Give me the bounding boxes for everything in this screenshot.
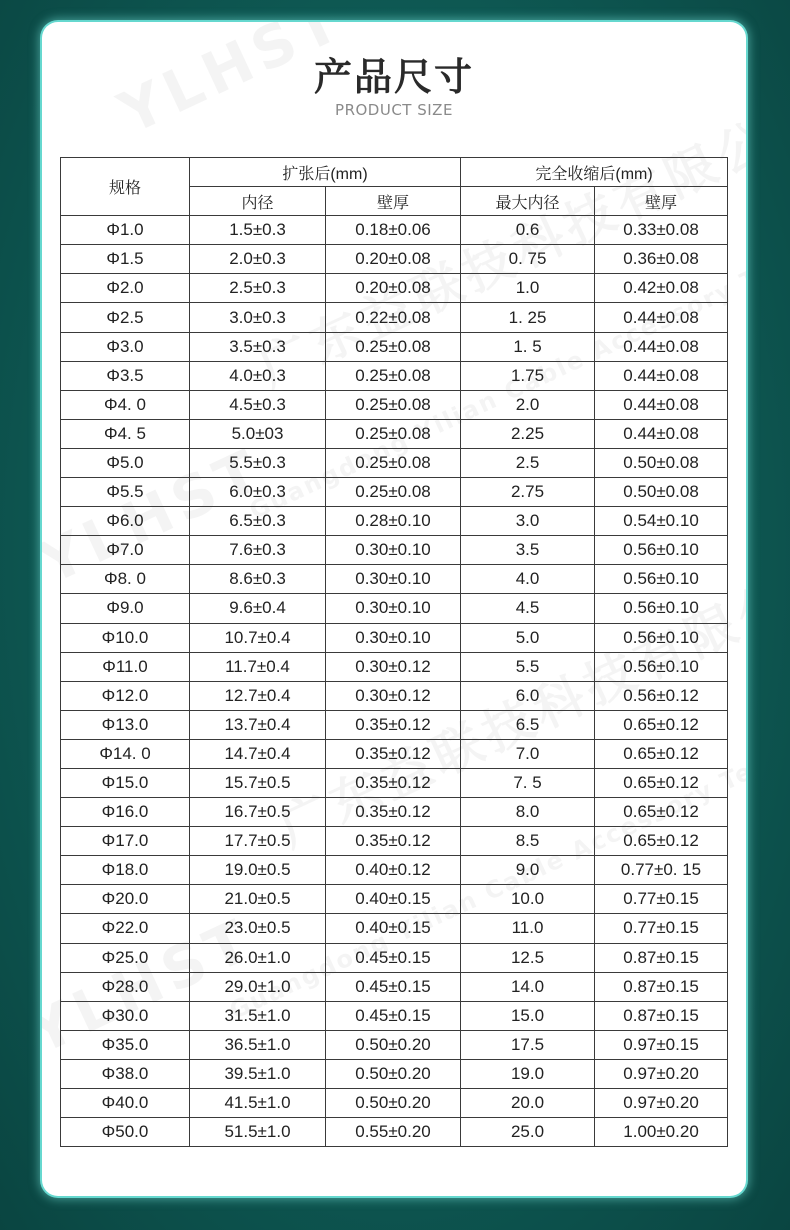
cell-max-inner-diameter: 8.0 xyxy=(461,798,595,827)
cell-wall-thickness: 0.22±0.08 xyxy=(326,303,461,332)
cell-max-inner-diameter: 2.25 xyxy=(461,419,595,448)
cell-wall-thickness: 0.25±0.08 xyxy=(326,390,461,419)
cell-max-inner-diameter: 1.0 xyxy=(461,274,595,303)
cell-max-inner-diameter: 5.0 xyxy=(461,623,595,652)
cell-wall-thickness: 0.45±0.15 xyxy=(326,972,461,1001)
cell-inner-diameter: 29.0±1.0 xyxy=(190,972,326,1001)
cell-spec: Φ1.5 xyxy=(61,245,190,274)
table-row xyxy=(61,943,728,972)
cell-max-inner-diameter: 8.5 xyxy=(461,827,595,856)
cell-wall-thickness-shrunk: 0.77±0.15 xyxy=(595,914,728,943)
cell-spec: Φ50.0 xyxy=(61,1118,190,1147)
cell-wall-thickness: 0.25±0.08 xyxy=(326,478,461,507)
cell-spec: Φ25.0 xyxy=(61,943,190,972)
table-row xyxy=(61,448,728,477)
table-row xyxy=(61,332,728,361)
cell-inner-diameter: 6.5±0.3 xyxy=(190,507,326,536)
cell-spec: Φ18.0 xyxy=(61,856,190,885)
spec-card xyxy=(42,22,746,1196)
cell-inner-diameter: 5.0±03 xyxy=(190,419,326,448)
cell-max-inner-diameter: 3.0 xyxy=(461,507,595,536)
cell-inner-diameter: 10.7±0.4 xyxy=(190,623,326,652)
cell-spec: Φ4. 5 xyxy=(61,419,190,448)
cell-max-inner-diameter: 2.0 xyxy=(461,390,595,419)
cell-spec: Φ12.0 xyxy=(61,681,190,710)
cell-spec: Φ14. 0 xyxy=(61,739,190,768)
cell-wall-thickness: 0.40±0.15 xyxy=(326,914,461,943)
cell-inner-diameter: 11.7±0.4 xyxy=(190,652,326,681)
cell-spec: Φ20.0 xyxy=(61,885,190,914)
table-row xyxy=(61,245,728,274)
cell-inner-diameter: 9.6±0.4 xyxy=(190,594,326,623)
cell-wall-thickness-shrunk: 0.77±0. 15 xyxy=(595,856,728,885)
cell-wall-thickness-shrunk: 1.00±0.20 xyxy=(595,1118,728,1147)
cell-spec: Φ2.0 xyxy=(61,274,190,303)
cell-wall-thickness-shrunk: 0.65±0.12 xyxy=(595,739,728,768)
cell-max-inner-diameter: 4.5 xyxy=(461,594,595,623)
cell-spec: Φ35.0 xyxy=(61,1030,190,1059)
cell-inner-diameter: 15.7±0.5 xyxy=(190,768,326,797)
cell-inner-diameter: 14.7±0.4 xyxy=(190,739,326,768)
table-row xyxy=(61,478,728,507)
header-wall-thickness: 壁厚 xyxy=(326,187,461,216)
cell-inner-diameter: 51.5±1.0 xyxy=(190,1118,326,1147)
cell-wall-thickness-shrunk: 0.65±0.12 xyxy=(595,768,728,797)
cell-wall-thickness: 0.25±0.08 xyxy=(326,332,461,361)
cell-wall-thickness-shrunk: 0.65±0.12 xyxy=(595,710,728,739)
cell-wall-thickness: 0.50±0.20 xyxy=(326,1059,461,1088)
cell-wall-thickness-shrunk: 0.87±0.15 xyxy=(595,1001,728,1030)
table-row xyxy=(61,1118,728,1147)
cell-spec: Φ30.0 xyxy=(61,1001,190,1030)
table-row xyxy=(61,739,728,768)
table-row xyxy=(61,274,728,303)
table-row xyxy=(61,856,728,885)
cell-max-inner-diameter: 0.6 xyxy=(461,216,595,245)
table-row xyxy=(61,1030,728,1059)
cell-max-inner-diameter: 2.5 xyxy=(461,448,595,477)
cell-inner-diameter: 36.5±1.0 xyxy=(190,1030,326,1059)
cell-max-inner-diameter: 0. 75 xyxy=(461,245,595,274)
table-row xyxy=(61,565,728,594)
cell-wall-thickness: 0.30±0.12 xyxy=(326,652,461,681)
header-wall-thickness-shrunk: 壁厚 xyxy=(595,187,728,216)
cell-wall-thickness-shrunk: 0.50±0.08 xyxy=(595,448,728,477)
table-row xyxy=(61,681,728,710)
cell-wall-thickness: 0.25±0.08 xyxy=(326,419,461,448)
cell-wall-thickness: 0.28±0.10 xyxy=(326,507,461,536)
cell-inner-diameter: 6.0±0.3 xyxy=(190,478,326,507)
table-row xyxy=(61,216,728,245)
cell-spec: Φ9.0 xyxy=(61,594,190,623)
cell-spec: Φ5.5 xyxy=(61,478,190,507)
cell-max-inner-diameter: 4.0 xyxy=(461,565,595,594)
cell-wall-thickness: 0.30±0.12 xyxy=(326,681,461,710)
cell-wall-thickness: 0.55±0.20 xyxy=(326,1118,461,1147)
table-row xyxy=(61,594,728,623)
cell-inner-diameter: 7.6±0.3 xyxy=(190,536,326,565)
cell-wall-thickness-shrunk: 0.44±0.08 xyxy=(595,390,728,419)
cell-wall-thickness: 0.35±0.12 xyxy=(326,768,461,797)
cell-max-inner-diameter: 1.75 xyxy=(461,361,595,390)
cell-max-inner-diameter: 12.5 xyxy=(461,943,595,972)
cell-wall-thickness: 0.35±0.12 xyxy=(326,710,461,739)
page-title: 产品尺寸 xyxy=(313,55,474,99)
cell-spec: Φ7.0 xyxy=(61,536,190,565)
cell-spec: Φ40.0 xyxy=(61,1089,190,1118)
cell-spec: Φ3.0 xyxy=(61,332,190,361)
table-row xyxy=(61,798,728,827)
cell-spec: Φ13.0 xyxy=(61,710,190,739)
cell-wall-thickness: 0.30±0.10 xyxy=(326,594,461,623)
cell-wall-thickness: 0.30±0.10 xyxy=(326,536,461,565)
cell-wall-thickness-shrunk: 0.44±0.08 xyxy=(595,332,728,361)
cell-spec: Φ2.5 xyxy=(61,303,190,332)
cell-inner-diameter: 5.5±0.3 xyxy=(190,448,326,477)
cell-spec: Φ3.5 xyxy=(61,361,190,390)
cell-max-inner-diameter: 20.0 xyxy=(461,1089,595,1118)
header-expanded: 扩张后(mm) xyxy=(190,158,461,187)
cell-inner-diameter: 21.0±0.5 xyxy=(190,885,326,914)
cell-wall-thickness: 0.40±0.12 xyxy=(326,856,461,885)
cell-spec: Φ38.0 xyxy=(61,1059,190,1088)
cell-wall-thickness-shrunk: 0.42±0.08 xyxy=(595,274,728,303)
cell-wall-thickness-shrunk: 0.56±0.10 xyxy=(595,536,728,565)
table-row xyxy=(61,303,728,332)
cell-max-inner-diameter: 2.75 xyxy=(461,478,595,507)
table-row xyxy=(61,623,728,652)
cell-wall-thickness: 0.18±0.06 xyxy=(326,216,461,245)
table-row xyxy=(61,827,728,856)
cell-wall-thickness-shrunk: 0.97±0.20 xyxy=(595,1089,728,1118)
cell-wall-thickness: 0.20±0.08 xyxy=(326,245,461,274)
table-row xyxy=(61,536,728,565)
table-row xyxy=(61,972,728,1001)
cell-wall-thickness: 0.45±0.15 xyxy=(326,1001,461,1030)
cell-wall-thickness: 0.35±0.12 xyxy=(326,827,461,856)
cell-wall-thickness: 0.30±0.10 xyxy=(326,623,461,652)
cell-wall-thickness-shrunk: 0.97±0.15 xyxy=(595,1030,728,1059)
spec-table-body xyxy=(61,216,728,1147)
cell-wall-thickness: 0.25±0.08 xyxy=(326,448,461,477)
cell-wall-thickness-shrunk: 0.77±0.15 xyxy=(595,885,728,914)
cell-wall-thickness-shrunk: 0.87±0.15 xyxy=(595,943,728,972)
cell-inner-diameter: 39.5±1.0 xyxy=(190,1059,326,1088)
cell-spec: Φ4. 0 xyxy=(61,390,190,419)
cell-inner-diameter: 26.0±1.0 xyxy=(190,943,326,972)
cell-wall-thickness-shrunk: 0.44±0.08 xyxy=(595,361,728,390)
cell-max-inner-diameter: 1. 5 xyxy=(461,332,595,361)
cell-max-inner-diameter: 7. 5 xyxy=(461,768,595,797)
cell-wall-thickness-shrunk: 0.65±0.12 xyxy=(595,798,728,827)
table-row xyxy=(61,419,728,448)
table-row xyxy=(61,390,728,419)
cell-inner-diameter: 4.0±0.3 xyxy=(190,361,326,390)
table-row xyxy=(61,1059,728,1088)
cell-spec: Φ11.0 xyxy=(61,652,190,681)
cell-max-inner-diameter: 11.0 xyxy=(461,914,595,943)
table-row xyxy=(61,507,728,536)
header-inner-diameter: 内径 xyxy=(190,187,326,216)
cell-max-inner-diameter: 3.5 xyxy=(461,536,595,565)
cell-inner-diameter: 1.5±0.3 xyxy=(190,216,326,245)
cell-wall-thickness-shrunk: 0.36±0.08 xyxy=(595,245,728,274)
header-max-inner-diameter: 最大内径 xyxy=(461,187,595,216)
spec-table xyxy=(60,157,728,1147)
cell-max-inner-diameter: 17.5 xyxy=(461,1030,595,1059)
table-row xyxy=(61,1089,728,1118)
cell-inner-diameter: 3.5±0.3 xyxy=(190,332,326,361)
cell-spec: Φ1.0 xyxy=(61,216,190,245)
cell-max-inner-diameter: 6.0 xyxy=(461,681,595,710)
cell-inner-diameter: 17.7±0.5 xyxy=(190,827,326,856)
cell-wall-thickness-shrunk: 0.44±0.08 xyxy=(595,303,728,332)
cell-inner-diameter: 13.7±0.4 xyxy=(190,710,326,739)
cell-inner-diameter: 31.5±1.0 xyxy=(190,1001,326,1030)
cell-max-inner-diameter: 15.0 xyxy=(461,1001,595,1030)
cell-max-inner-diameter: 5.5 xyxy=(461,652,595,681)
cell-inner-diameter: 41.5±1.0 xyxy=(190,1089,326,1118)
header-spec: 规格 xyxy=(61,158,190,216)
cell-wall-thickness-shrunk: 0.56±0.10 xyxy=(595,623,728,652)
cell-max-inner-diameter: 9.0 xyxy=(461,856,595,885)
cell-inner-diameter: 16.7±0.5 xyxy=(190,798,326,827)
cell-inner-diameter: 8.6±0.3 xyxy=(190,565,326,594)
cell-max-inner-diameter: 14.0 xyxy=(461,972,595,1001)
cell-spec: Φ8. 0 xyxy=(61,565,190,594)
cell-wall-thickness: 0.40±0.15 xyxy=(326,885,461,914)
cell-wall-thickness: 0.50±0.20 xyxy=(326,1089,461,1118)
cell-inner-diameter: 2.0±0.3 xyxy=(190,245,326,274)
cell-spec: Φ17.0 xyxy=(61,827,190,856)
page-subtitle: PRODUCT SIZE xyxy=(335,101,453,119)
cell-spec: Φ16.0 xyxy=(61,798,190,827)
cell-wall-thickness: 0.35±0.12 xyxy=(326,739,461,768)
cell-wall-thickness-shrunk: 0.50±0.08 xyxy=(595,478,728,507)
table-row xyxy=(61,652,728,681)
cell-spec: Φ15.0 xyxy=(61,768,190,797)
cell-wall-thickness-shrunk: 0.87±0.15 xyxy=(595,972,728,1001)
table-row xyxy=(61,914,728,943)
cell-wall-thickness-shrunk: 0.33±0.08 xyxy=(595,216,728,245)
cell-wall-thickness: 0.45±0.15 xyxy=(326,943,461,972)
cell-wall-thickness: 0.25±0.08 xyxy=(326,361,461,390)
cell-spec: Φ28.0 xyxy=(61,972,190,1001)
cell-max-inner-diameter: 19.0 xyxy=(461,1059,595,1088)
cell-wall-thickness: 0.20±0.08 xyxy=(326,274,461,303)
cell-max-inner-diameter: 7.0 xyxy=(461,739,595,768)
cell-spec: Φ6.0 xyxy=(61,507,190,536)
cell-spec: Φ22.0 xyxy=(61,914,190,943)
cell-spec: Φ5.0 xyxy=(61,448,190,477)
cell-wall-thickness: 0.30±0.10 xyxy=(326,565,461,594)
table-row xyxy=(61,361,728,390)
cell-inner-diameter: 23.0±0.5 xyxy=(190,914,326,943)
header-shrunk: 完全收缩后(mm) xyxy=(461,158,728,187)
cell-wall-thickness-shrunk: 0.97±0.20 xyxy=(595,1059,728,1088)
cell-wall-thickness-shrunk: 0.56±0.10 xyxy=(595,652,728,681)
cell-inner-diameter: 2.5±0.3 xyxy=(190,274,326,303)
cell-wall-thickness-shrunk: 0.56±0.10 xyxy=(595,565,728,594)
cell-wall-thickness-shrunk: 0.44±0.08 xyxy=(595,419,728,448)
table-row xyxy=(61,1001,728,1030)
cell-max-inner-diameter: 25.0 xyxy=(461,1118,595,1147)
cell-inner-diameter: 19.0±0.5 xyxy=(190,856,326,885)
cell-max-inner-diameter: 10.0 xyxy=(461,885,595,914)
cell-wall-thickness: 0.35±0.12 xyxy=(326,798,461,827)
cell-max-inner-diameter: 1. 25 xyxy=(461,303,595,332)
cell-wall-thickness: 0.50±0.20 xyxy=(326,1030,461,1059)
table-row xyxy=(61,885,728,914)
cell-inner-diameter: 4.5±0.3 xyxy=(190,390,326,419)
cell-max-inner-diameter: 6.5 xyxy=(461,710,595,739)
cell-wall-thickness-shrunk: 0.56±0.10 xyxy=(595,594,728,623)
cell-spec: Φ10.0 xyxy=(61,623,190,652)
cell-inner-diameter: 3.0±0.3 xyxy=(190,303,326,332)
cell-wall-thickness-shrunk: 0.65±0.12 xyxy=(595,827,728,856)
cell-wall-thickness-shrunk: 0.54±0.10 xyxy=(595,507,728,536)
table-row xyxy=(61,710,728,739)
cell-wall-thickness-shrunk: 0.56±0.12 xyxy=(595,681,728,710)
cell-inner-diameter: 12.7±0.4 xyxy=(190,681,326,710)
table-row xyxy=(61,768,728,797)
